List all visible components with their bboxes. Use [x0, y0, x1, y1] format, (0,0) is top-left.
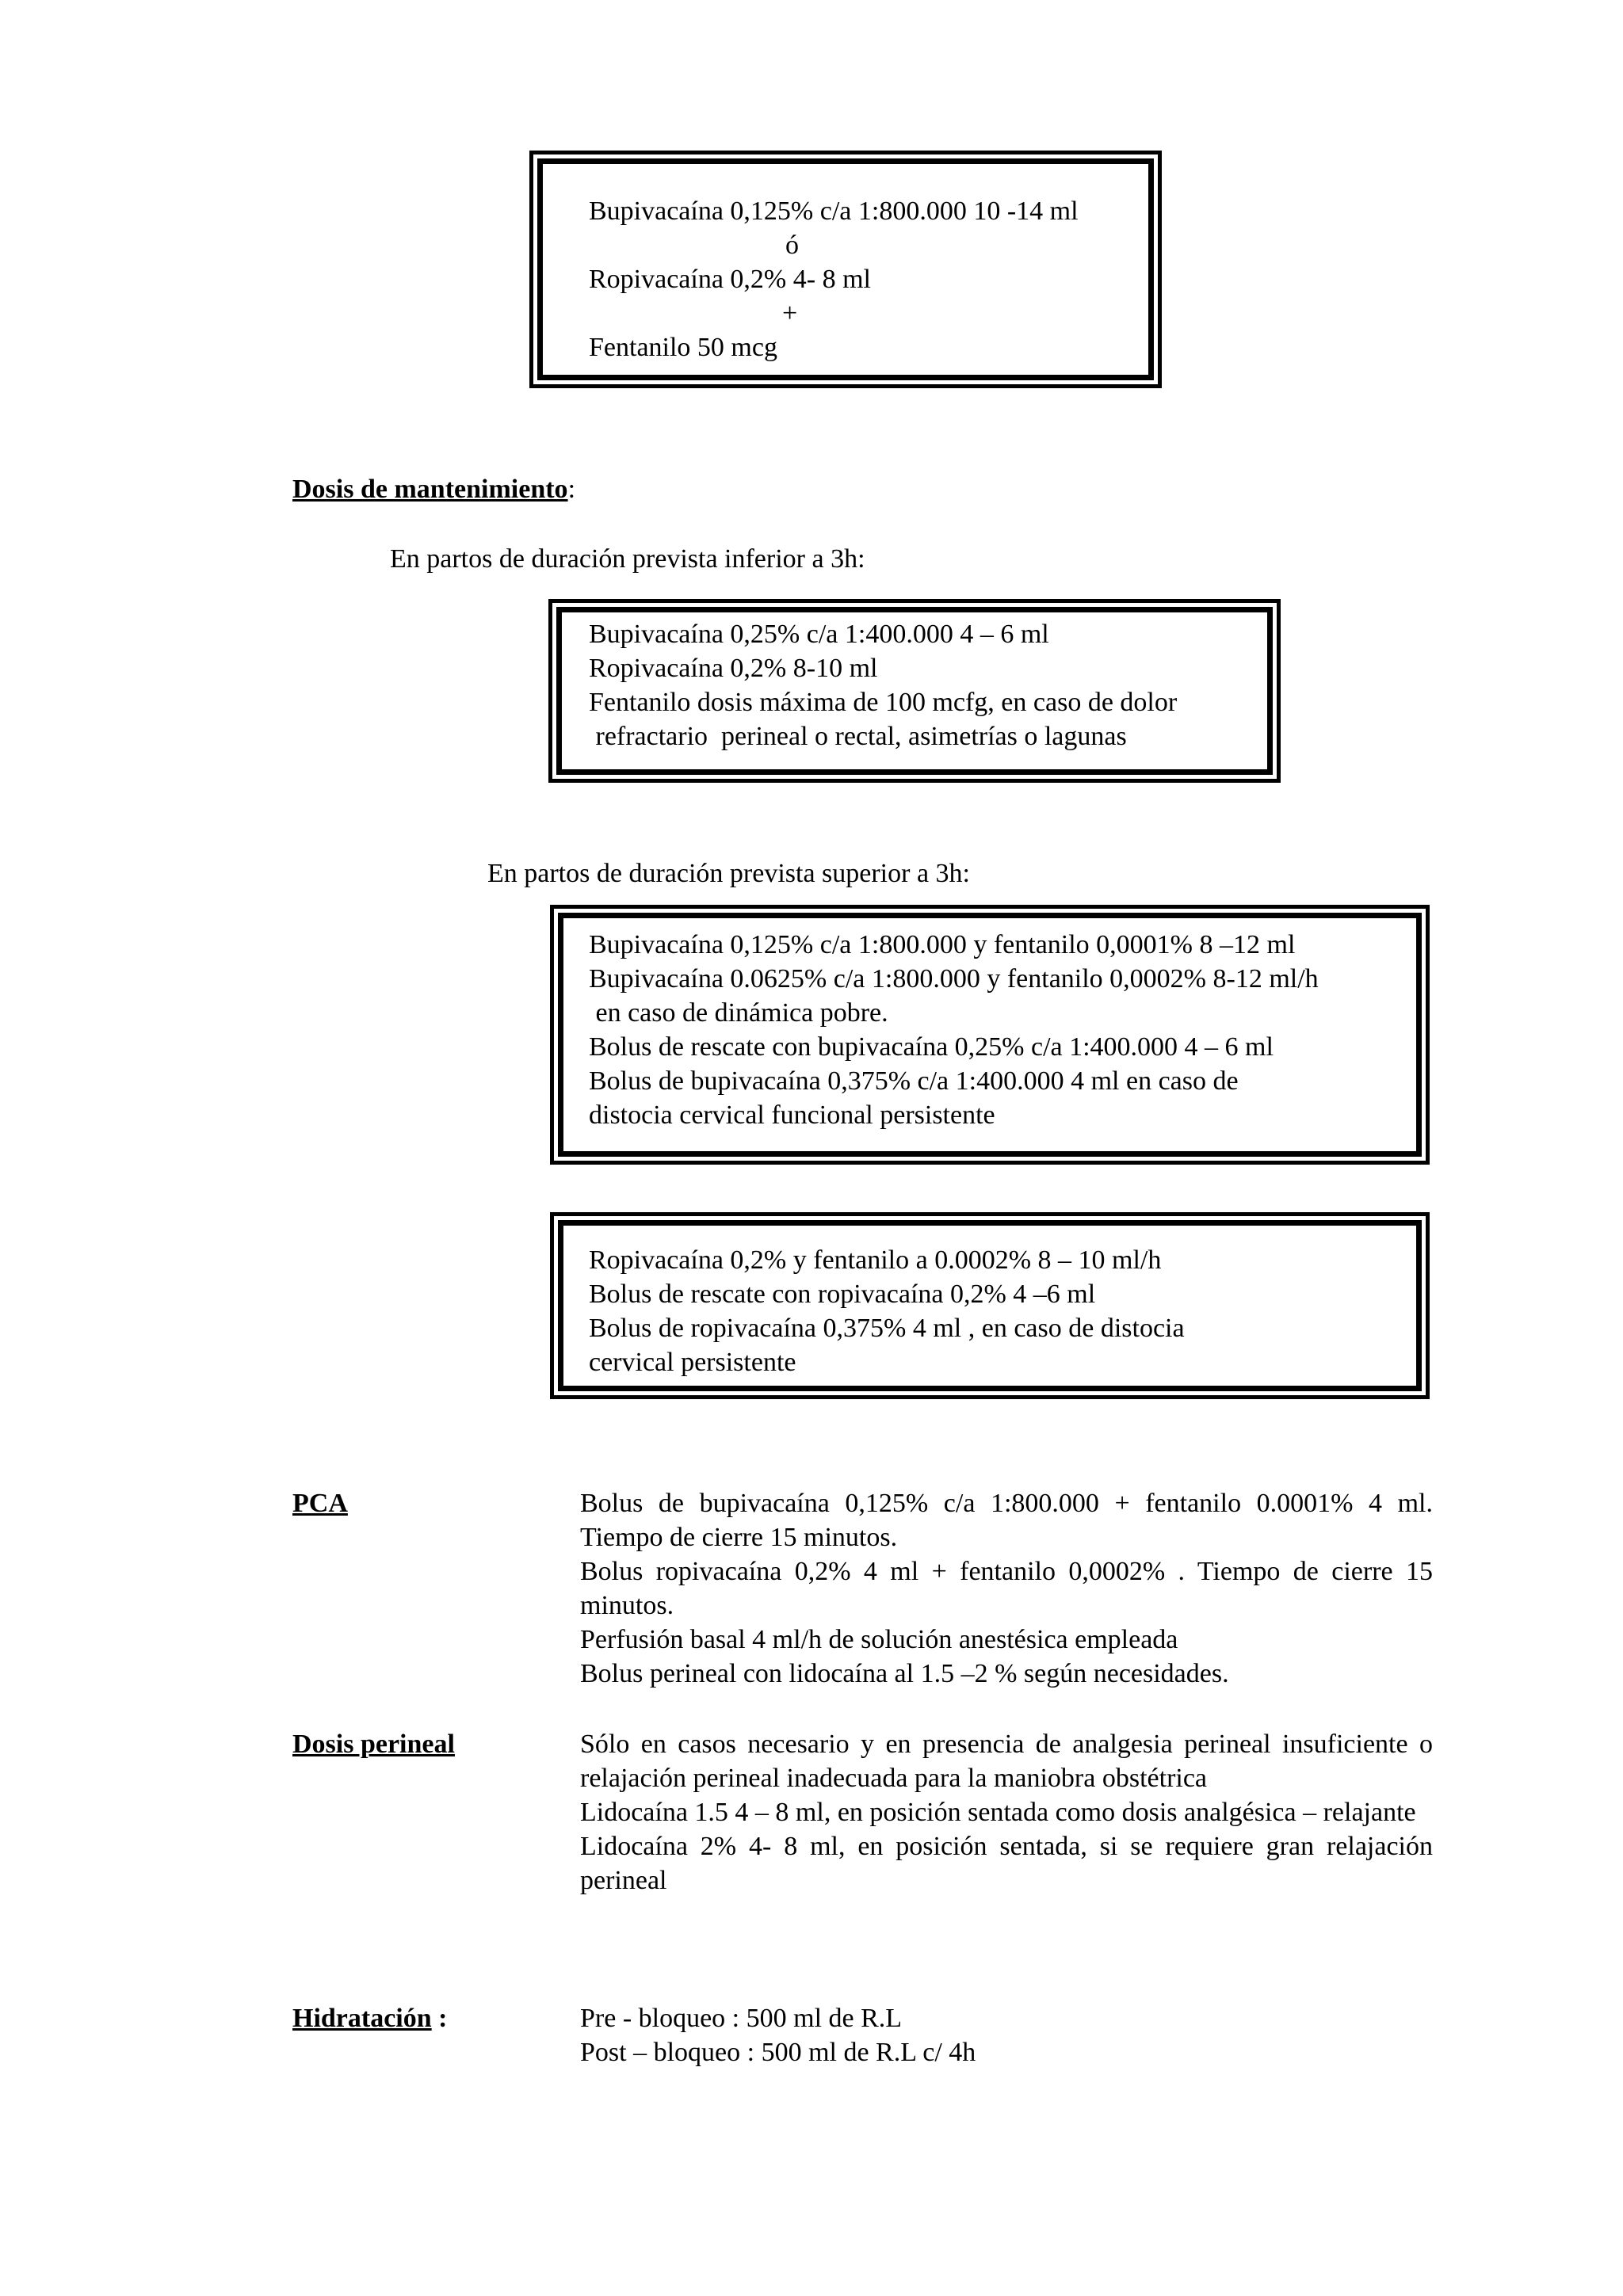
perineal-label: Dosis perineal	[292, 1730, 455, 1759]
pca-paragraph: Bolus de bupivacaína 0,125% c/a 1:800.000 + fentanilo 0.0001% 4 ml. Tiempo de cierre 15 minutos.	[580, 1489, 1433, 1552]
hydration-label-suffix: :	[431, 2004, 448, 2033]
box-line: Ropivacaína 0,2% y fentanilo a 0.0002% 8 – 10 ml/h	[589, 1245, 1162, 1275]
box-line: Bupivacaína 0.0625% c/a 1:800.000 y fentanilo 0,0002% 8-12 ml/h	[589, 964, 1319, 994]
box-line: ó	[785, 231, 799, 260]
pca-content	[580, 1486, 1433, 1691]
box-line: Ropivacaína 0,2% 4- 8 ml	[589, 265, 871, 294]
box-line: en caso de dinámica pobre.	[589, 998, 888, 1028]
short-labor-box	[548, 599, 1281, 783]
perineal-paragraph: Lidocaína 2% 4- 8 ml, en posición sentada, si se requiere gran relajación perineal	[580, 1832, 1433, 1895]
pca-paragraph: Bolus perineal con lidocaína al 1.5 –2 % según necesidades.	[580, 1659, 1229, 1688]
box-line: cervical persistente	[589, 1348, 796, 1377]
box-line: Bolus de ropivacaína 0,375% 4 ml , en caso de distocia	[589, 1314, 1185, 1343]
perineal-content	[580, 1727, 1433, 1897]
box-line: Ropivacaína 0,2% 8-10 ml	[589, 654, 878, 683]
hydration-line: Pre - bloqueo : 500 ml de R.L	[580, 2004, 903, 2033]
box-line: Bolus de rescate con bupivacaína 0,25% c/a 1:400.000 4 – 6 ml	[589, 1032, 1274, 1062]
hydration-line: Post – bloqueo : 500 ml de R.L c/ 4h	[580, 2038, 976, 2067]
hydration-content	[580, 2001, 1433, 2069]
initial-dose-box	[529, 151, 1162, 388]
maintenance-heading	[292, 472, 575, 506]
hydration-label	[292, 2001, 448, 2035]
perineal-paragraph: Sólo en casos necesario y en presencia de analgesia perineal insuficiente o relajación perineal inadecuada para la maniobra obstétrica	[580, 1730, 1433, 1793]
box-line: refractario perineal o rectal, asimetrías o lagunas	[589, 722, 1127, 751]
long-labor-bupivacaine-box	[550, 905, 1430, 1165]
box-line: Fentanilo dosis máxima de 100 mcfg, en caso de dolor	[589, 688, 1178, 717]
hydration-label-text: Hidratación	[292, 2004, 432, 2033]
box-line: Bolus de bupivacaína 0,375% c/a 1:400.000 4 ml en caso de	[589, 1066, 1239, 1096]
long-labor-ropivacaine-box	[550, 1212, 1430, 1399]
short-labor-label: En partos de duración prevista inferior a 3h:	[390, 544, 865, 574]
box-line: Bolus de rescate con ropivacaína 0,2% 4 –6 ml	[589, 1280, 1096, 1309]
long-labor-label: En partos de duración prevista superior a 3h:	[487, 859, 970, 888]
perineal-paragraph: Lidocaína 1.5 4 – 8 ml, en posición sentada como dosis analgésica – relajante	[580, 1798, 1416, 1827]
box-line: Fentanilo 50 mcg	[589, 333, 777, 362]
pca-label: PCA	[292, 1489, 348, 1518]
maintenance-heading-text: Dosis de mantenimiento	[292, 475, 568, 504]
maintenance-heading-suffix: :	[567, 475, 576, 504]
pca-paragraph: Bolus ropivacaína 0,2% 4 ml + fentanilo 0,0002% . Tiempo de cierre 15 minutos.	[580, 1557, 1433, 1620]
box-line: Bupivacaína 0,25% c/a 1:400.000 4 – 6 ml	[589, 620, 1049, 649]
box-line: +	[782, 299, 798, 328]
pca-paragraph: Perfusión basal 4 ml/h de solución anestésica empleada	[580, 1625, 1178, 1654]
box-line: distocia cervical funcional persistente	[589, 1100, 995, 1130]
box-line: Bupivacaína 0,125% c/a 1:800.000 y fentanilo 0,0001% 8 –12 ml	[589, 930, 1296, 959]
box-line: Bupivacaína 0,125% c/a 1:800.000 10 -14 ml	[589, 196, 1079, 226]
